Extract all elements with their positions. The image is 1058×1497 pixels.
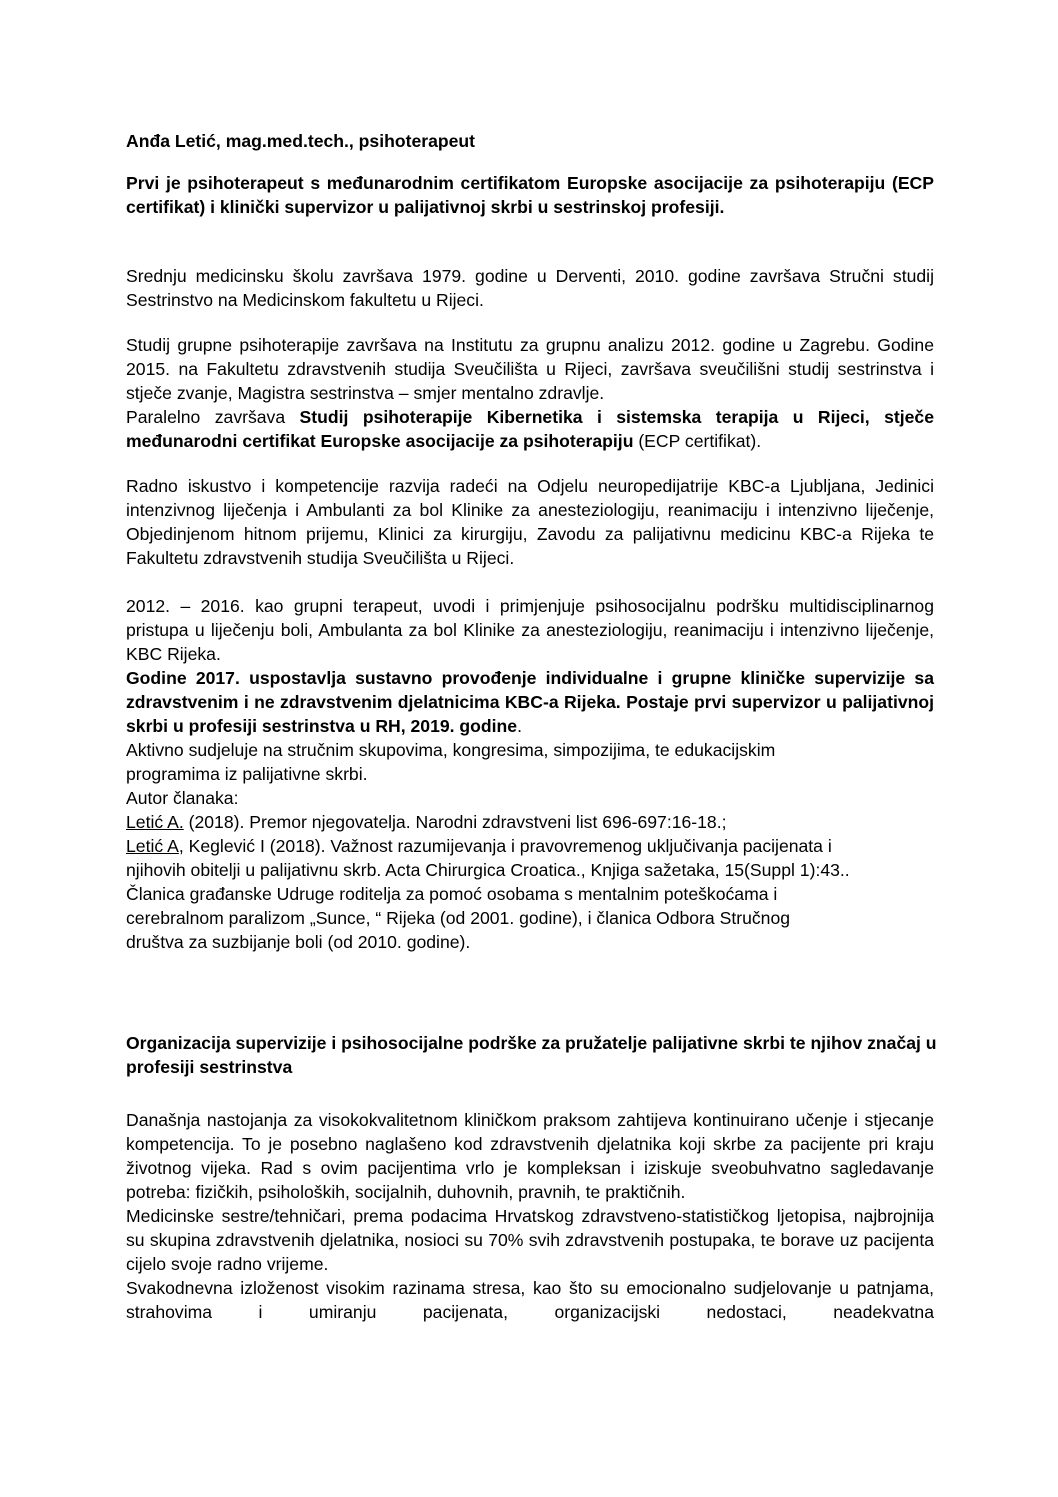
author-name-line: Anđa Letić, mag.med.tech., psihoterapeut bbox=[126, 131, 476, 151]
membership-line-3: društva za suzbijanje boli (od 2010. godine). bbox=[126, 932, 471, 952]
psychotherapy-prefix: Paralelno završava bbox=[126, 407, 300, 427]
author-lead-paragraph: Prvi je psihoterapeut s međunarodnim certifikatom Europske asocijacije za psihoterapiju (ECP certifikat) i klinički supervizor u palijativnoj skrbi u sestrinskoj profesiji. bbox=[126, 173, 934, 217]
experience-paragraph: Radno iskustvo i kompetencije razvija radeći na Odjelu neuropedijatrije KBC-a Ljubljana, Jedinici intenzivnog liječenja i Ambulanti za bol Klinike za anesteziologiju, reanimaciju i intenzivno liječenje, Objedinjenom hitnom prijemu, Klinici za kirurgiju, Zavodu za palijativnu medicinu KBC-a Rijeka te Fakultetu zdravstvenih studija Sveučilišta u Rijeci. bbox=[126, 476, 934, 568]
psychotherapy-suffix: (ECP certifikat). bbox=[633, 431, 762, 451]
section-paragraph-2: Medicinske sestre/tehničari, prema podacima Hrvatskog zdravstveno-statističkog ljetopisa, najbrojnija su skupina zdravstvenih djelatnika, nosioci su 70% svih zdravstvenih postupaka, te borave uz pacijenta cijelo svoje radno vrijeme. bbox=[126, 1206, 934, 1274]
section-title: Organizacija supervizije i psihosocijalne podrške za pružatelje palijativne skrbi te njihov značaj u profesiji sestrinstva bbox=[126, 1033, 937, 1077]
article-2-citation: , Keglević I (2018). Važnost razumijevanja i pravovremenog uključivanja pacijenata i bbox=[178, 836, 832, 856]
supervision-bold: Godine 2017. uspostavlja sustavno provođenje individualne i grupne kliničke supervizije sa zdravstvenim i ne zdravstvenim djelatnicima KBC-a Rijeka. Postaje prvi supervizor u palijativnoj skrbi u profesiji sestrinstva u RH, 2019. godine bbox=[126, 668, 934, 736]
article-1 bbox=[126, 810, 934, 834]
supervision-text bbox=[126, 666, 934, 738]
membership-line-1: Članica građanske Udruge roditelja za pomoć osobama s mentalnim poteškoćama i bbox=[126, 884, 778, 904]
article-1-citation: (2018). Premor njegovatelja. Narodni zdravstveni list 696-697:16-18.; bbox=[183, 812, 727, 832]
article-2-author: Letić A bbox=[126, 836, 179, 856]
article-2-line-2: njihovih obitelji u palijativnu skrb. Acta Chirurgica Croatica., Knjiga sažetaka, 15(Suppl 1):43.. bbox=[126, 860, 850, 880]
article-2-line-1 bbox=[126, 834, 934, 858]
section-paragraph-1: Današnja nastojanja za visokokvalitetnom kliničkom praksom zahtijeva kontinuirano učenje i stjecanje kompetencija. To je posebno naglašeno kod zdravstvenih djelatnika koji skrbe za pacijente pri kraju životnog vijeka. Rad s ovim pacijentima vrlo je kompleksan i iziskuje sveobuhvatno sagledavanje potreba: fizičkih, psiholoških, socijalnih, duhovnih, pravnih, te praktičnih. bbox=[126, 1110, 934, 1202]
active-line-1: Aktivno sudjeluje na stručnim skupovima, kongresima, simpozijima, te edukacijskim bbox=[126, 740, 776, 760]
psychotherapy-text: Studij grupne psihoterapije završava na Institutu za grupnu analizu 2012. godine u Zagrebu. Godine 2015. na Fakultetu zdravstvenih studija Sveučilišta u Rijeci, završava sveučilišni studij sestrinstva i stječe zvanje, Magistra sestrinstva – smjer mentalno zdravlje. bbox=[126, 335, 934, 403]
active-line-2: programima iz palijativne skrbi. bbox=[126, 764, 368, 784]
article-1-author: Letić A. bbox=[126, 812, 184, 832]
education-paragraph: Srednju medicinsku školu završava 1979. godine u Derventi, 2010. godine završava Stručni studij Sestrinstvo na Medicinskom fakultetu u Rijeci. bbox=[126, 266, 934, 310]
group-therapist-text: 2012. – 2016. kao grupni terapeut, uvodi i primjenjuje psihosocijalnu podršku multidisciplinarnog pristupa u liječenju boli, Ambulanta za bol Klinike za anesteziologiju, reanimaciju i intenzivno liječenje, KBC Rijeka. bbox=[126, 596, 934, 664]
membership-line-2: cerebralnom paralizom „Sunce, “ Rijeka (od 2001. godine), i članica Odbora Stručnog bbox=[126, 908, 791, 928]
career-paragraph bbox=[126, 594, 934, 954]
supervision-end: . bbox=[517, 716, 522, 736]
section-paragraph-3: Svakodnevna izloženost visokim razinama stresa, kao što su emocionalno sudjelovanje u patnjama, strahovima i umiranju pacijenata, organizacijski nedostaci, neadekvatna bbox=[126, 1278, 934, 1322]
psychotherapy-paragraph bbox=[126, 333, 934, 453]
psychotherapy-bold: Studij psihoterapije Kibernetika i sistemska terapija u Rijeci, stječe međunarodni certifikat Europske asocijacije za psihoterapiju bbox=[126, 407, 934, 451]
psychotherapy-certificate-text bbox=[126, 405, 934, 453]
section-body bbox=[126, 1108, 934, 1324]
articles-label: Autor članaka: bbox=[126, 788, 239, 808]
